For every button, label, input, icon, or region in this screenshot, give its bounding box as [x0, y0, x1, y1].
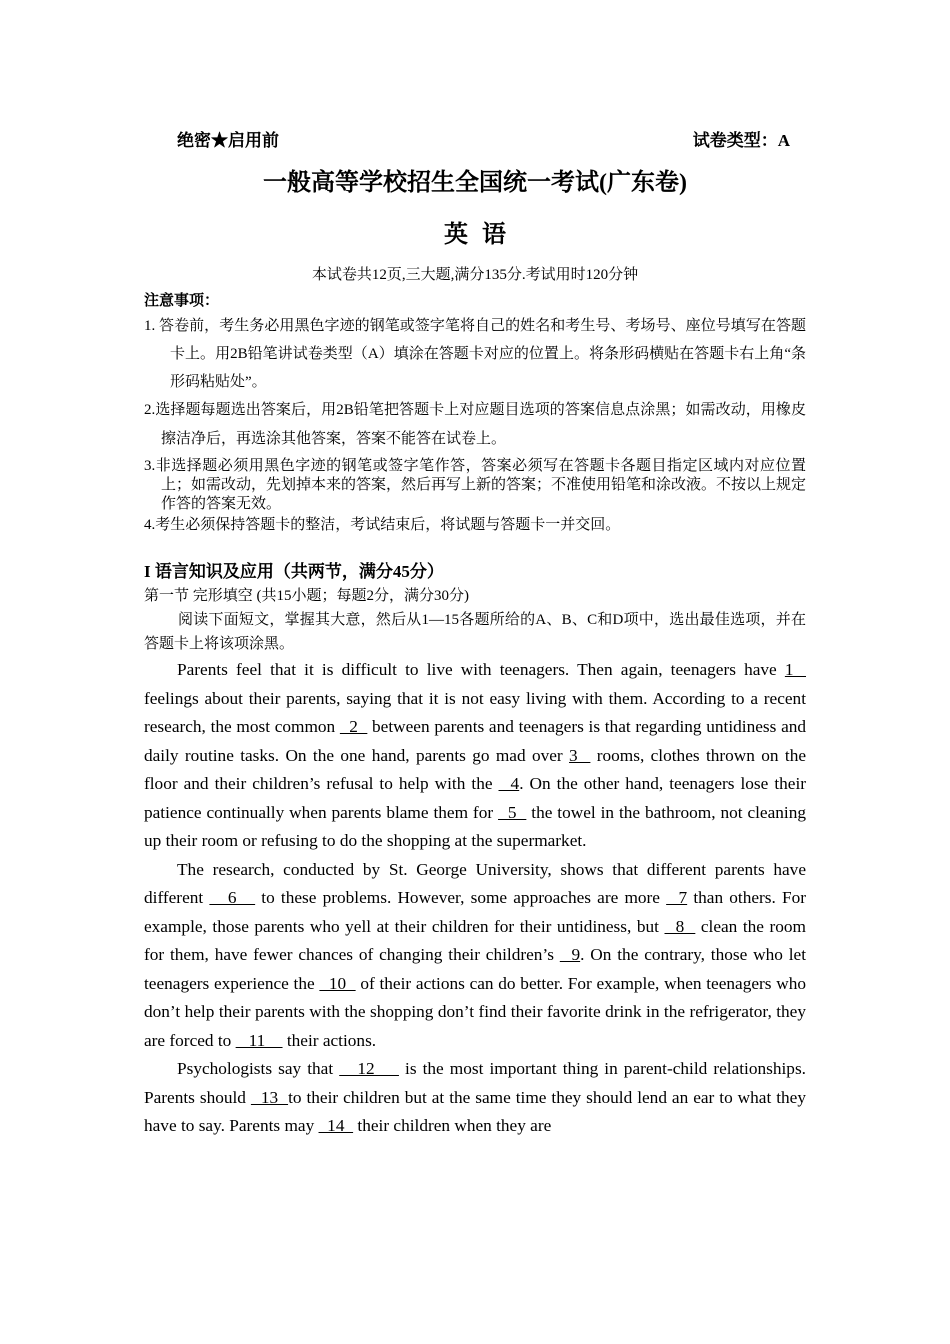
blank-7: 7 [666, 888, 688, 907]
passage-text: rooms, clothes thrown on the floor and their children’s refusal to help with the [144, 745, 807, 793]
notice-title: 注意事项： [144, 293, 220, 309]
blank-11: 11 [235, 1030, 283, 1050]
passage-text: than others. For example, those parents who yell at their children for their untidiness, but [144, 888, 807, 936]
blank-5: 5 [498, 802, 527, 822]
passage-text: the towel in the bathroom, not cleaning up their room or refusing to do the shopping at the supermarket. [144, 802, 807, 850]
passage-text: feelings about their parents, saying that it is not easy living with them. According to a recent research, the most common [144, 688, 806, 736]
secret-label: 绝密★启用前 [177, 131, 279, 150]
passage-text: to their children but at the same time they should lend an ear to what they have to say. Parents may [144, 1087, 806, 1135]
passage-text: is the most important thing in parent-child relationships. Parents should [144, 1059, 806, 1107]
blank-9: 9 [559, 945, 581, 964]
passage-text: to these problems. However, some approaches are more [255, 888, 667, 907]
blank-13: 13 [250, 1087, 289, 1107]
passage-paragraph [144, 1055, 806, 1141]
passage-text: of their actions can do better. For example, when teenagers who don’t help their parents with the shopping don’t find their favorite drink in the refrigerator, they are forced to [144, 973, 806, 1050]
blank-14: 14 [318, 1116, 354, 1135]
notice-item: 3.非选择题必须用黑色字迹的钢笔或签字笔作答，答案必须写在答题卡各题目指定区域内对应位置上；如需改动，先划掉本来的答案，然后再写上新的答案；不准使用铅笔和涂改液。不按以上规定作答的答案无效。 [144, 458, 807, 512]
blank-12: 12 [339, 1059, 399, 1078]
passage-text: . On the contrary, those who let teenagers experience the [144, 945, 807, 993]
passage-text: The research, conducted by St. George University, shows that different parents have different [144, 859, 806, 907]
part-title: 第一节 完形填空 (共15小题；每题2分，满分30分) [144, 588, 469, 604]
passage-text: Parents feel that it is difficult to live with teenagers. Then again, teenagers have [177, 660, 785, 679]
notice-item: 2.选择题每题选出答案后，用2B铅笔把答题卡上对应题目选项的答案信息点涂黑；如需改动，用橡皮擦洁净后，再选涂其他答案，答案不能答在试卷上。 [144, 402, 806, 447]
instruction: 阅读下面短文，掌握其大意，然后从1—15各题所给的A、B、C和D项中，选出最佳选项，并在答题卡上将该项涂黑。 [144, 612, 806, 652]
passage-text: their children when they are [353, 1116, 552, 1135]
passage-text: their actions. [282, 1030, 377, 1050]
passage-paragraph [144, 856, 806, 1056]
blank-3: 3 [569, 745, 591, 765]
paper-type-label: 试卷类型：A [692, 131, 790, 150]
passage-text: clean the room for them, have fewer chances of changing their children’s [144, 916, 807, 964]
notice-item: 4.考生必须保持答题卡的整洁，考试结束后，将试题与答题卡一并交回。 [144, 517, 621, 533]
blank-6: 6 [209, 888, 256, 907]
passage-text: Psychologists say that [177, 1059, 340, 1078]
blank-1: 1 [784, 660, 806, 679]
passage-text: between parents and teenagers is that regarding untidiness and daily routine tasks. On the one hand, parents go mad over [144, 717, 807, 765]
exam-info: 本试卷共12页,三大题,满分135分.考试用时120分钟 [311, 267, 639, 283]
blank-8: 8 [664, 916, 696, 936]
exam-content [144, 290, 806, 1141]
subject-title: 英语 [444, 222, 520, 248]
blank-10: 10 [319, 973, 356, 993]
passage-paragraph [144, 656, 806, 856]
passage-text: . On the other hand, teenagers lose their patience continually when parents blame them for [144, 774, 806, 822]
notice-item: 1. 答卷前，考生务必用黑色字迹的钢笔或签字笔将自己的姓名和考生号、考场号、座位号填写在答题卡上。用2B铅笔讲试卷类型（A）填涂在答题卡对应的位置上。将条形码横贴在答题卡右上角“条形码粘贴处”。 [144, 318, 806, 390]
section-title: I 语言知识及应用（共两节，满分45分） [144, 562, 444, 581]
blank-4: 4 [498, 774, 520, 793]
blank-2: 2 [339, 717, 368, 736]
exam-title: 一般高等学校招生全国统一考试(广东卷) [263, 170, 687, 196]
